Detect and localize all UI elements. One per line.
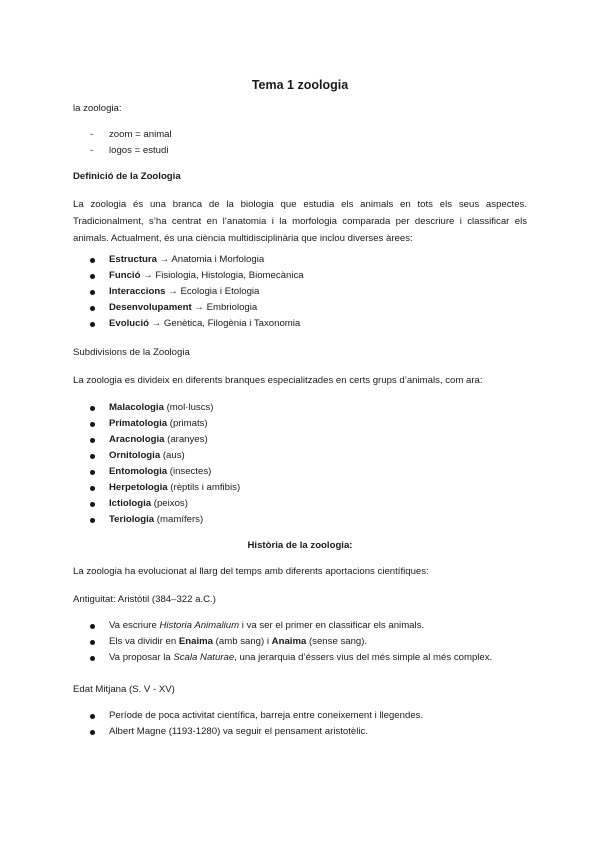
- bullet-dot: [90, 730, 95, 735]
- page-title: Tema 1 zoologia: [251, 78, 349, 92]
- intro-label: la zoologia:: [73, 103, 122, 114]
- subdivisions-intro: La zoologia es divideix en diferents branques especialitzades en certs grups d’animals, com ara:: [73, 375, 483, 386]
- middle-ages-item: Albert Magne (1193-1280) va seguir el pensament aristotèlic.: [109, 726, 368, 737]
- bullet-dot: [90, 624, 95, 629]
- history-intro: La zoologia ha evolucionat al llarg del temps amb diferents aportacions científiques:: [73, 566, 429, 577]
- bullet-dot: [90, 714, 95, 719]
- antiquity-item: Va escriure Historia Animalium i va ser el primer en classificar els animals.: [109, 620, 425, 631]
- antiquity-item: Els va dividir en Enaima (amb sang) i Anaima (sense sang).: [109, 636, 368, 647]
- bullet-dot: [90, 422, 95, 427]
- bullet-dot: [90, 290, 95, 295]
- branch-item: Aracnologia (aranyes): [109, 434, 208, 445]
- dash-bullet: -: [90, 145, 94, 156]
- branch-item: Herpetologia (rèptils i amfibis): [109, 482, 241, 493]
- area-item: Funció → Fisiologia, Histologia, Biomecànica: [109, 270, 304, 281]
- bullet-dot: [90, 274, 95, 279]
- definition-paragraph: [73, 196, 527, 247]
- bullet-dot: [90, 486, 95, 491]
- definition-heading: Definició de la Zoologia: [73, 171, 181, 182]
- bullet-dot: [90, 306, 95, 311]
- area-item: Evolució → Genètica, Filogènia i Taxonomia: [109, 318, 301, 329]
- branch-item: Malacologia (mol·luscs): [109, 402, 214, 413]
- bullet-dot: [90, 258, 95, 263]
- bullet-dot: [90, 640, 95, 645]
- area-item: Interaccions → Ecologia i Etologia: [109, 286, 260, 297]
- branch-item: Primatologia (primats): [109, 418, 208, 429]
- area-item: Desenvolupament → Embriologia: [109, 302, 258, 313]
- paragraph-line: La zoologia és una branca de la biologia que estudia els animals en tots els seus aspectes.: [73, 199, 527, 210]
- etymology-item: logos = estudi: [109, 145, 169, 156]
- etymology-item: zoom = animal: [109, 129, 172, 140]
- dash-bullet: -: [90, 129, 94, 140]
- antiquity-heading: Antiguitat: Aristòtil (384–322 a.C.): [73, 594, 216, 605]
- bullet-dot: [90, 322, 95, 327]
- bullet-dot: [90, 438, 95, 443]
- middle-ages-heading: Edat Mitjana (S. V - XV): [73, 684, 175, 695]
- branch-item: Ornitologia (aus): [109, 450, 185, 461]
- middle-ages-item: Període de poca activitat científica, barreja entre coneixement i llegendes.: [109, 710, 424, 721]
- bullet-dot: [90, 502, 95, 507]
- bullet-dot: [90, 406, 95, 411]
- bullet-dot: [90, 454, 95, 459]
- area-item: Estructura → Anatomia i Morfologia: [109, 254, 265, 265]
- branch-item: Ictiologia (peixos): [109, 498, 188, 509]
- bullet-dot: [90, 470, 95, 475]
- paragraph-line: animals. Actualment, és una ciència multidisciplinària que inclou diverses àrees:: [73, 233, 413, 244]
- branch-item: Entomologia (insectes): [109, 466, 212, 477]
- history-heading: Història de la zoologia:: [247, 540, 353, 551]
- paragraph-line: Tradicionalment, s’ha centrat en l’anatomia i la morfologia comparada per descriure i classificar els: [73, 216, 527, 227]
- bullet-dot: [90, 518, 95, 523]
- antiquity-item: Va proposar la Scala Naturae, una jerarquia d’éssers vius del més simple al més complex.: [109, 652, 493, 663]
- branch-item: Teriologia (mamífers): [109, 514, 204, 525]
- bullet-dot: [90, 656, 95, 661]
- subdivisions-heading: Subdivisions de la Zoologia: [73, 347, 190, 358]
